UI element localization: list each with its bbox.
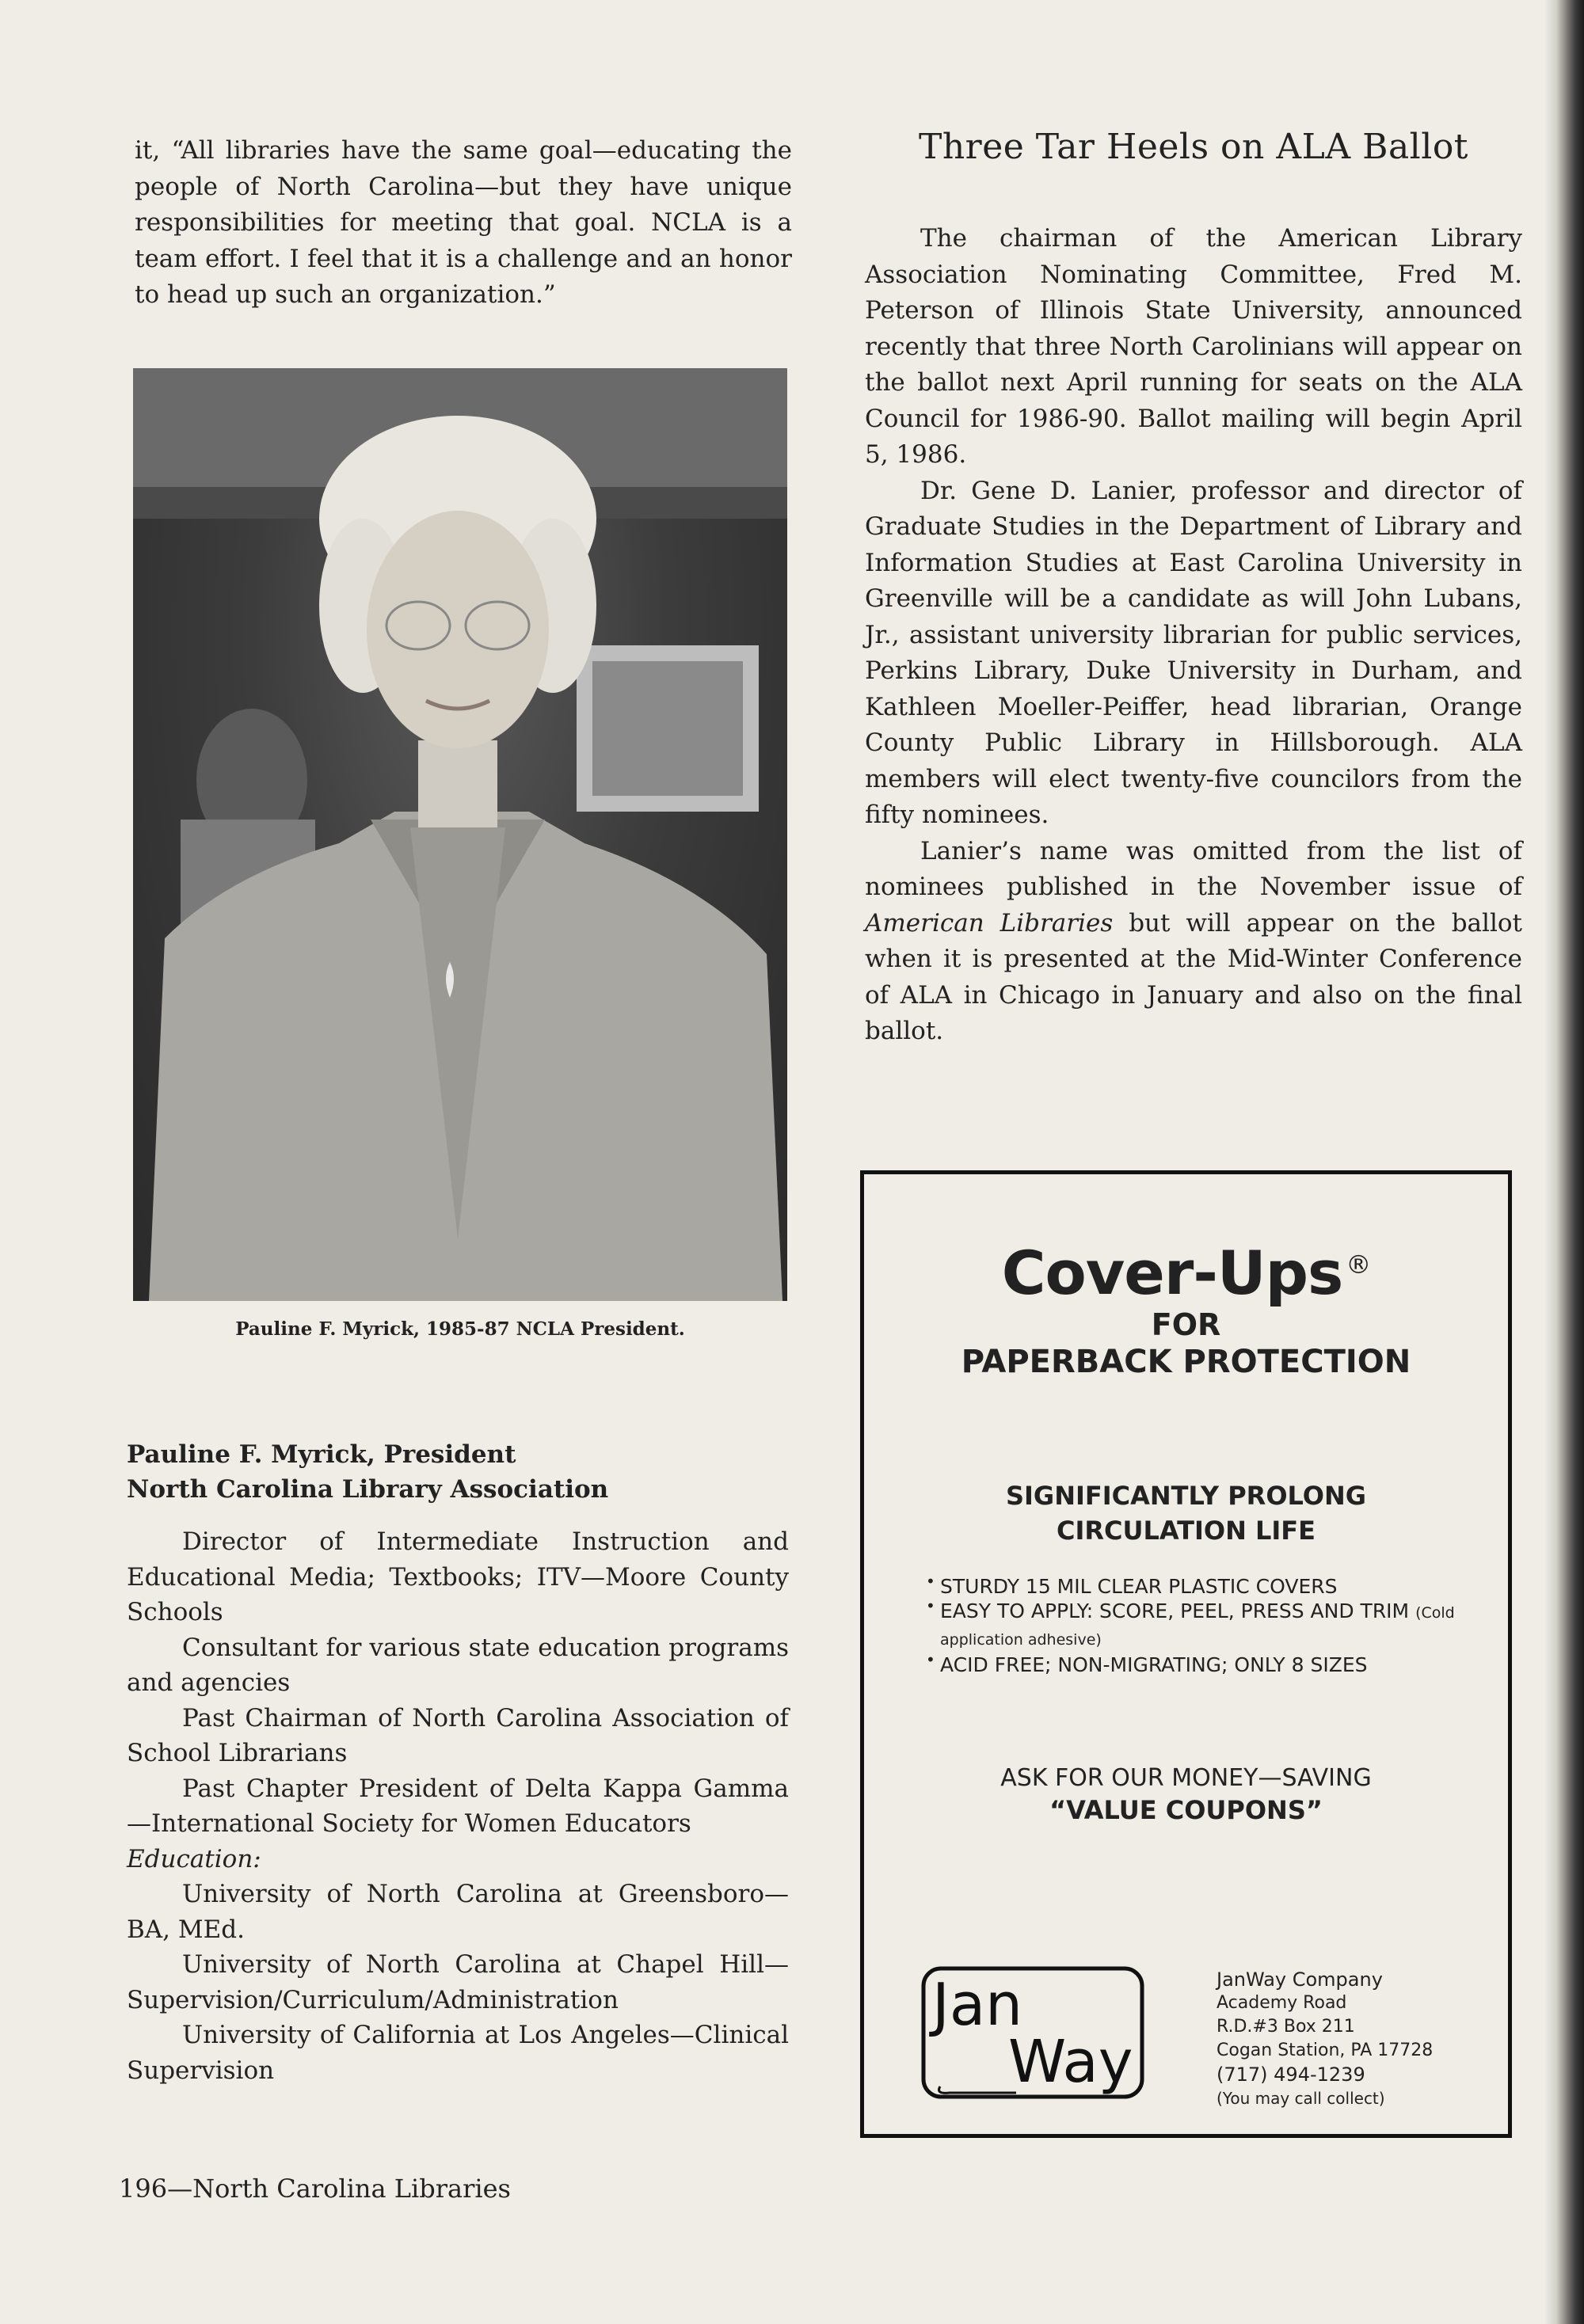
education-entry: University of California at Los Angeles—Clinical Supervision [127,2021,789,2085]
ad-feature [926,1574,1480,1599]
ad-feature-list [926,1574,1480,1677]
paragraph-text: but will appear on the ballot when it is presented at the Mid-Winter Conference of ALA in Chicago in January and also on the final ballot. [865,908,1522,1045]
binding-edge [1555,0,1584,2324]
article-paragraph: Dr. Gene D. Lanier, professor and director of Graduate Studies in the Department of Library and Information Studies at East Carolina University in Greenville will be a candidate as will John Lubans, Jr., assistant university librarian for public services, Perkins Library, Duke University in Durham, and Kathleen Moeller-Peiffer, head librarian, Orange County Public Library in Hillsborough. ALA members will elect twenty-five councilors from the fifty nominees. [865,476,1522,829]
photo-caption: Pauline F. Myrick, 1985-87 NCLA President. [235,1318,685,1340]
company-name: JanWay Company [1217,1968,1383,1991]
ad-tagline-for: FOR [1151,1307,1221,1342]
bio-entry: Consultant for various state education programs and agencies [127,1633,789,1697]
ad-feature-text: STURDY 15 MIL CLEAR PLASTIC COVERS [940,1575,1338,1598]
ad-feature-text: ACID FREE; NON-MIGRATING; ONLY 8 SIZES [940,1653,1368,1676]
phone-note: (You may call collect) [1217,2089,1385,2108]
address-line: Cogan Station, PA 17728 [1217,2041,1434,2060]
address-line: Academy Road [1217,1993,1347,2013]
bio-organization: North Carolina Library Association [127,1475,609,1504]
left-column [135,133,792,314]
ad-feature [926,1599,1480,1653]
phone-number: (717) 494-1239 [1217,2063,1365,2086]
paragraph-text: Lanier’s name was omitted from the list of nominees published in the November issue of [865,836,1522,901]
publication-title: American Libraries [865,908,1114,938]
ad-tagline-main: PAPERBACK PROTECTION [961,1344,1411,1380]
ad-brand-title [864,1238,1508,1308]
portrait-illustration [133,368,787,1301]
article-paragraph [865,834,1522,1050]
ad-ask-line: ASK FOR OUR MONEY—SAVING [1000,1764,1372,1792]
ad-feature [926,1653,1480,1677]
logo-text-bottom: Way [1008,2028,1133,2096]
ad-feature-text: EASY TO APPLY: SCORE, PEEL, PRESS AND TRIM [940,1599,1410,1622]
ad-brand: Cover-Ups [1001,1238,1343,1308]
article-paragraph: The chairman of the American Library Association Nominating Committee, Fred M. Peterson of Illinois State University, announced recently that three North Carolinians will appear on the ballot next April running for seats on the ALA Council for 1986-90. Ballot mailing will begin April 5, 1986. [865,224,1522,469]
bio-entry: Past Chapter President of Delta Kappa Gamma—International Society for Women Educators [127,1774,789,1838]
ad-benefit-line: CIRCULATION LIFE [1056,1516,1316,1546]
president-bio [127,1437,789,2088]
right-column [865,127,1522,1050]
registered-mark: ® [1346,1249,1371,1280]
page-gutter-shadow [1544,0,1555,2324]
intro-paragraph: it, “All libraries have the same goal—educating the people of North Carolina—but they have unique responsibilities for meeting that goal. NCLA is a team effort. I feel that it is a challenge and an honor to head up such an organization.” [135,136,792,309]
ad-coupon-line: “VALUE COUPONS” [1049,1795,1323,1825]
cover-ups-advertisement [860,1170,1512,2138]
logo-text-top: Jan [932,1971,1023,2039]
ad-benefit-line: SIGNIFICANTLY PROLONG [1005,1481,1367,1511]
janway-logo-mark [921,1966,1144,2099]
janway-logo [921,1966,1144,2099]
president-portrait-photo [133,368,787,1301]
ad-feature-note: (Cold application adhesive) [940,1604,1455,1649]
education-label: Education: [127,1844,261,1873]
education-entry: University of North Carolina at Greensboro—BA, MEd. [127,1880,789,1944]
article-headline: Three Tar Heels on ALA Ballot [918,127,1468,167]
bio-entry: Director of Intermediate Instruction and Educational Media; Textbooks; ITV—Moore County Schools [127,1527,789,1626]
bio-heading [127,1437,789,1507]
education-entry: University of North Carolina at Chapel Hill—Supervision/Curriculum/Administration [127,1950,789,2014]
bio-name: Pauline F. Myrick, President [127,1440,516,1469]
page-footer: 196—North Carolina Libraries [119,2174,511,2204]
address-line: R.D.#3 Box 211 [1217,2017,1355,2037]
bio-entry: Past Chairman of North Carolina Association of School Librarians [127,1703,789,1767]
ad-benefit [864,1478,1508,1548]
ad-address-block [1217,1968,1433,2110]
